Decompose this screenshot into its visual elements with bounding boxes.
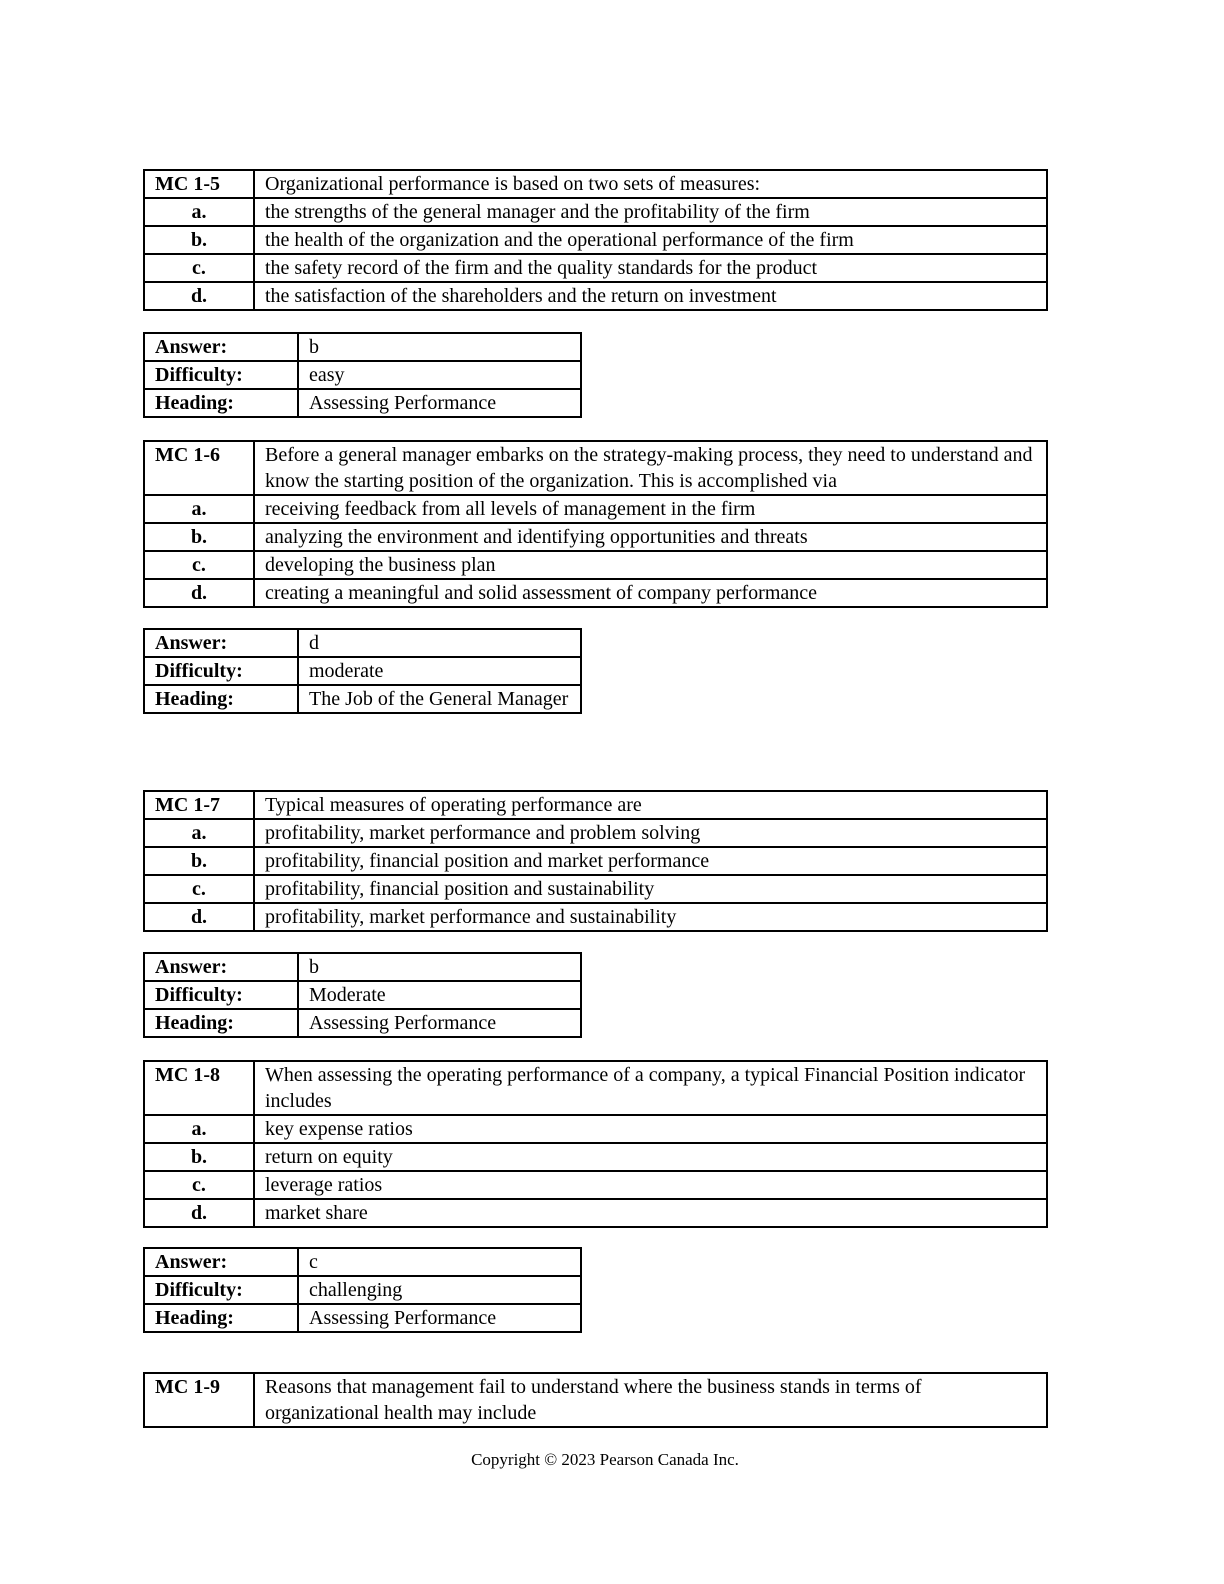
difficulty-label: Difficulty: bbox=[144, 981, 298, 1009]
option-letter: b. bbox=[144, 847, 254, 875]
option-text: the safety record of the firm and the quality standards for the product bbox=[254, 254, 1047, 282]
option-text: market share bbox=[254, 1199, 1047, 1227]
option-text: the strengths of the general manager and the profitability of the firm bbox=[254, 198, 1047, 226]
answer-table bbox=[143, 952, 582, 1038]
option-text: profitability, financial position and sustainability bbox=[254, 875, 1047, 903]
option-text: analyzing the environment and identifying opportunities and threats bbox=[254, 523, 1047, 551]
option-letter: d. bbox=[144, 282, 254, 310]
option-letter: c. bbox=[144, 1171, 254, 1199]
answer-label: Answer: bbox=[144, 1248, 298, 1276]
answer-value: b bbox=[298, 333, 581, 361]
question-stem: When assessing the operating performance of a company, a typical Financial Position indicator includes bbox=[254, 1061, 1047, 1115]
difficulty-value: moderate bbox=[298, 657, 581, 685]
question-stem: Typical measures of operating performance are bbox=[254, 791, 1047, 819]
option-letter: d. bbox=[144, 579, 254, 607]
question-stem: Before a general manager embarks on the strategy-making process, they need to understand and know the starting position of the organization. This is accomplished via bbox=[254, 441, 1047, 495]
option-letter: d. bbox=[144, 903, 254, 931]
answer-table bbox=[143, 332, 582, 418]
option-letter: b. bbox=[144, 523, 254, 551]
option-letter: c. bbox=[144, 875, 254, 903]
difficulty-value: Moderate bbox=[298, 981, 581, 1009]
option-text: receiving feedback from all levels of management in the firm bbox=[254, 495, 1047, 523]
option-letter: a. bbox=[144, 1115, 254, 1143]
option-text: return on equity bbox=[254, 1143, 1047, 1171]
question-table bbox=[143, 1060, 1048, 1228]
copyright-footer: Copyright © 2023 Pearson Canada Inc. bbox=[471, 1450, 739, 1469]
difficulty-label: Difficulty: bbox=[144, 1276, 298, 1304]
answer-value: d bbox=[298, 629, 581, 657]
option-letter: a. bbox=[144, 819, 254, 847]
option-text: creating a meaningful and solid assessment of company performance bbox=[254, 579, 1047, 607]
option-letter: a. bbox=[144, 198, 254, 226]
option-letter: b. bbox=[144, 1143, 254, 1171]
heading-label: Heading: bbox=[144, 389, 298, 417]
option-text: the satisfaction of the shareholders and the return on investment bbox=[254, 282, 1047, 310]
heading-value: The Job of the General Manager bbox=[298, 685, 581, 713]
heading-label: Heading: bbox=[144, 1304, 298, 1332]
heading-value: Assessing Performance bbox=[298, 1304, 581, 1332]
option-text: key expense ratios bbox=[254, 1115, 1047, 1143]
answer-label: Answer: bbox=[144, 629, 298, 657]
answer-value: b bbox=[298, 953, 581, 981]
option-letter: b. bbox=[144, 226, 254, 254]
option-letter: c. bbox=[144, 551, 254, 579]
difficulty-value: challenging bbox=[298, 1276, 581, 1304]
question-id: MC 1-5 bbox=[144, 170, 254, 198]
answer-value: c bbox=[298, 1248, 581, 1276]
difficulty-label: Difficulty: bbox=[144, 361, 298, 389]
option-letter: c. bbox=[144, 254, 254, 282]
question-id: MC 1-7 bbox=[144, 791, 254, 819]
answer-label: Answer: bbox=[144, 333, 298, 361]
heading-label: Heading: bbox=[144, 685, 298, 713]
question-table bbox=[143, 440, 1048, 608]
answer-label: Answer: bbox=[144, 953, 298, 981]
heading-label: Heading: bbox=[144, 1009, 298, 1037]
question-id: MC 1-6 bbox=[144, 441, 254, 495]
question-id: MC 1-9 bbox=[144, 1373, 254, 1427]
question-stem: Organizational performance is based on two sets of measures: bbox=[254, 170, 1047, 198]
answer-table bbox=[143, 628, 582, 714]
difficulty-value: easy bbox=[298, 361, 581, 389]
option-text: the health of the organization and the operational performance of the firm bbox=[254, 226, 1047, 254]
option-letter: d. bbox=[144, 1199, 254, 1227]
question-table bbox=[143, 169, 1048, 311]
question-table bbox=[143, 1372, 1048, 1428]
heading-value: Assessing Performance bbox=[298, 1009, 581, 1037]
answer-table bbox=[143, 1247, 582, 1333]
option-text: profitability, financial position and market performance bbox=[254, 847, 1047, 875]
option-letter: a. bbox=[144, 495, 254, 523]
option-text: profitability, market performance and sustainability bbox=[254, 903, 1047, 931]
question-stem: Reasons that management fail to understand where the business stands in terms of organizational health may include bbox=[254, 1373, 1047, 1427]
question-id: MC 1-8 bbox=[144, 1061, 254, 1115]
option-text: leverage ratios bbox=[254, 1171, 1047, 1199]
option-text: profitability, market performance and problem solving bbox=[254, 819, 1047, 847]
option-text: developing the business plan bbox=[254, 551, 1047, 579]
question-table bbox=[143, 790, 1048, 932]
heading-value: Assessing Performance bbox=[298, 389, 581, 417]
difficulty-label: Difficulty: bbox=[144, 657, 298, 685]
